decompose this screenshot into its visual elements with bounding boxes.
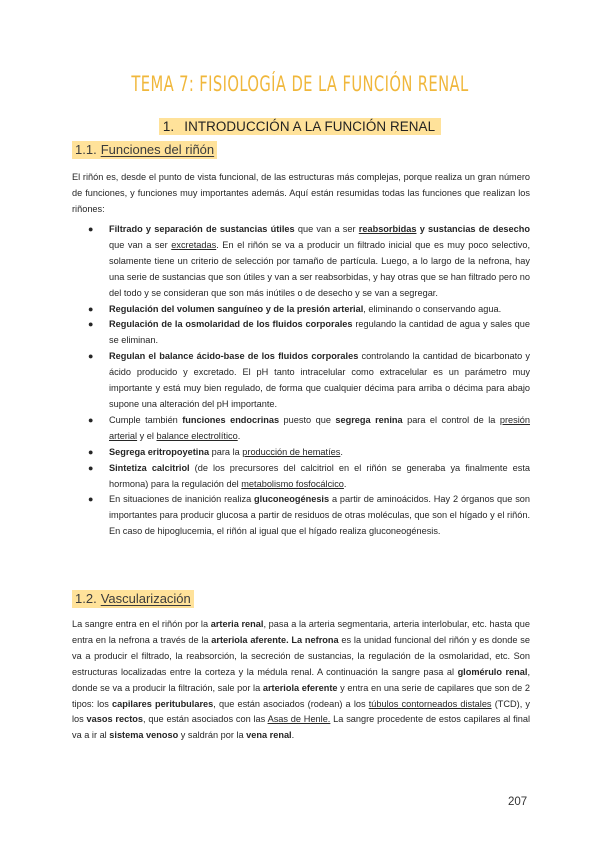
subsection-title: Vascularización bbox=[100, 591, 191, 606]
list-item: ● Sintetiza calcitriol (de los precursores del calcitriol en el riñón se generaba ya finalmente esta hormona) para la regulación del metabolismo fosfocálcico. bbox=[88, 462, 530, 489]
subsection-heading-functions bbox=[72, 142, 217, 157]
bullet-icon: ● bbox=[88, 224, 94, 234]
section-title: INTRODUCCIÓN A LA FUNCIÓN RENAL bbox=[184, 119, 436, 134]
list-item: ● Regulación de la osmolaridad de los fluidos corporales regulando la cantidad de agua y sales que se eliminan. bbox=[88, 319, 530, 346]
bullet-icon: ● bbox=[88, 494, 94, 505]
intro-paragraph: El riñón es, desde el punto de vista funcional, de las estructuras más complejas, porque realiza un gran número de funciones, y funciones muy importantes además. Aquí están resumidas todas las funciones que realizan los riñones: bbox=[72, 172, 530, 214]
bullet-icon: ● bbox=[88, 303, 94, 314]
bullet-icon: ● bbox=[88, 462, 94, 473]
subsection-number: 1.1. bbox=[75, 142, 97, 157]
list-item: ● Cumple también funciones endocrinas puesto que segrega renina para el control de la presión arterial y el balance electrolítico. bbox=[88, 414, 530, 441]
bullet-icon: ● bbox=[88, 351, 94, 362]
page-title: TEMA 7: FISIOLOGÍA DE LA FUNCIÓN RENAL bbox=[131, 72, 469, 96]
list-item: ● En situaciones de inanición realiza gluconeogénesis a partir de aminoácidos. Hay 2 órganos que son importantes para producir glucosa a partir de residuos de otras moléculas, que son el hígado y el riñón. En caso de hipoglucemia, el riñón al igual que el hígado realiza gluconeogénesis. bbox=[88, 494, 531, 537]
functions-list bbox=[72, 222, 530, 540]
page-number: 207 bbox=[508, 796, 528, 808]
bullet-icon: ● bbox=[88, 446, 94, 457]
bullet-icon: ● bbox=[88, 414, 94, 425]
subsection-heading-vascularization bbox=[72, 591, 194, 606]
vascularization-paragraph: La sangre entra en el riñón por la arteria renal, pasa a la arteria segmentaria, arteria interlobular, etc. hasta que entra en la nefrona a través de la arteriola aferente. La nefrona es la unidad funcional del riñón y es donde se va a producir el filtrado, la reabsorción, la secreción de sustancias, la regulación de la osmolaridad, etc. Son estructuras localizadas entre la corteza y la médula renal. A continuación la sangre pasa al glomérulo renal, donde se va a producir la filtración, sale por la arteriola eferente y entra en una serie de capilares que son de 2 tipos: los capilares peritubulares, que están asociados (rodean) a los túbulos contorneados distales (TCD), y los vasos rectos, que están asociados con las Asas de Henle. La sangre procedente de estos capilares al final va a ir al sistema venoso y saldrán por la vena renal. bbox=[72, 619, 531, 741]
bullet-icon: ● bbox=[88, 319, 94, 330]
subsection-title: Funciones del riñón bbox=[100, 142, 215, 157]
section-heading bbox=[159, 118, 441, 135]
list-item: ● Regulación del volumen sanguíneo y de la presión arterial, eliminando o conservando agua. bbox=[72, 302, 530, 318]
section-heading-wrap bbox=[0, 118, 600, 136]
subsection-number: 1.2. bbox=[75, 591, 97, 606]
list-item: ● Segrega eritropoyetina para la producción de hematíes. bbox=[72, 445, 530, 461]
section-number: 1. bbox=[162, 119, 175, 134]
list-item: ● Filtrado y separación de sustancias útiles que van a ser reabsorbidas y sustancias de desecho que van a ser excretadas. En el riñón se va a producir un filtrado inicial que es muy poco selectivo, solamente tiene un criterio de selección por tamaño de partícula. Luego, a lo largo de la nefrona, hay una serie de sustancias que son útiles y van a ser reabsorbidas, y hay otras que se han filtrado pero no del todo y se consideran que son más inútiles o de desecho y se van a segregar. bbox=[88, 224, 530, 298]
list-item: ● Regulan el balance ácido-base de los fluidos corporales controlando la cantidad de bicarbonato y ácido producido y excretado. El pH tanto intracelular como extracelular es un parámetro muy importante y está muy bien regulado, de forma que cualquier décima para arriba o décima para abajo supone una alteración del pH importante. bbox=[88, 351, 530, 409]
